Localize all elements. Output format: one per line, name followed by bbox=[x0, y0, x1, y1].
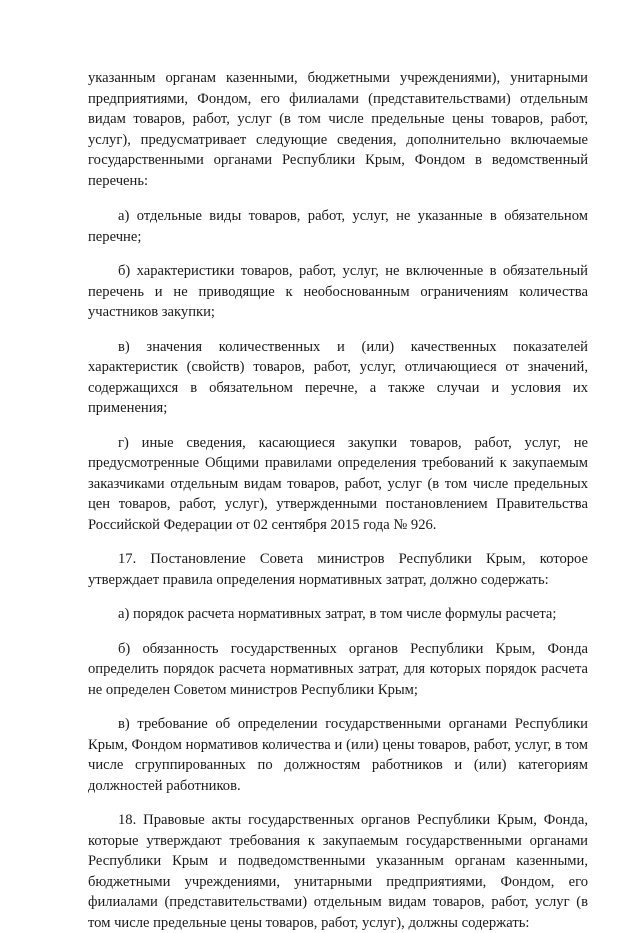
paragraph-item-g: г) иные сведения, касающиеся закупки товаров, работ, услуг, не предусмотренные Общими правилами определения требований к закупаемым заказчиками отдельным видам товаров, работ, услуг (в том числе предельных цен товаров, работ, услуг), утвержденными постановлением Правительства Российской Федерации от 02 сентября 2015 года № 926. bbox=[88, 434, 588, 533]
paragraph-continuation: указанным органам казенными, бюджетными учреждениями), унитарными предприятиями, Фондом, его филиалами (представительствами) отдельным видам товаров, работ, услуг (в том числе предельные цены товаров, работ, услуг), предусматривает следующие сведения, дополнительно включаемые государственными органами Республики Крым, Фондом в ведомственный перечень: bbox=[88, 70, 588, 189]
paragraph-section-17: 17. Постановление Совета министров Республики Крым, которое утверждает правила определения нормативных затрат, должно содержать: bbox=[88, 551, 588, 588]
paragraph-section-18: 18. Правовые акты государственных органов Республики Крым, Фонда, которые утверждают требования к закупаемым государственными органами Республики Крым и подведомственными указанным органам казенными, бюджетными учреждениями, унитарными предприятиями, Фондом, его филиалами (представительствами) отдельным видам товаров, работ, услуг (в том числе предельные цены товаров, работ, услуг), должны содержать: bbox=[88, 812, 588, 931]
paragraph-section-17-item-v: в) требование об определении государственными органами Республики Крым, Фондом нормативов количества и (или) цены товаров, работ, услуг, в том числе сгруппированных по должностям работников и (или) категориям должностей работников. bbox=[88, 716, 588, 794]
paragraph-item-b: б) характеристики товаров, работ, услуг, не включенные в обязательный перечень и не приводящие к необоснованным ограничениям количества участников закупки; bbox=[88, 263, 588, 320]
paragraph-section-17-item-a: а) порядок расчета нормативных затрат, в том числе формулы расчета; bbox=[118, 606, 557, 622]
paragraph-section-17-item-b: б) обязанность государственных органов Республики Крым, Фонда определить порядок расчета нормативных затрат, для которых порядок расчета не определен Советом министров Республики Крым; bbox=[88, 640, 588, 698]
paragraph-item-a: а) отдельные виды товаров, работ, услуг, не указанные в обязательном перечне; bbox=[88, 208, 588, 245]
paragraph-item-v: в) значения количественных и (или) качественных показателей характеристик (свойств) товаров, работ, услуг, отличающиеся от значений, содержащихся в обязательном перечне, а также случаи и условия их применения; bbox=[88, 338, 588, 416]
